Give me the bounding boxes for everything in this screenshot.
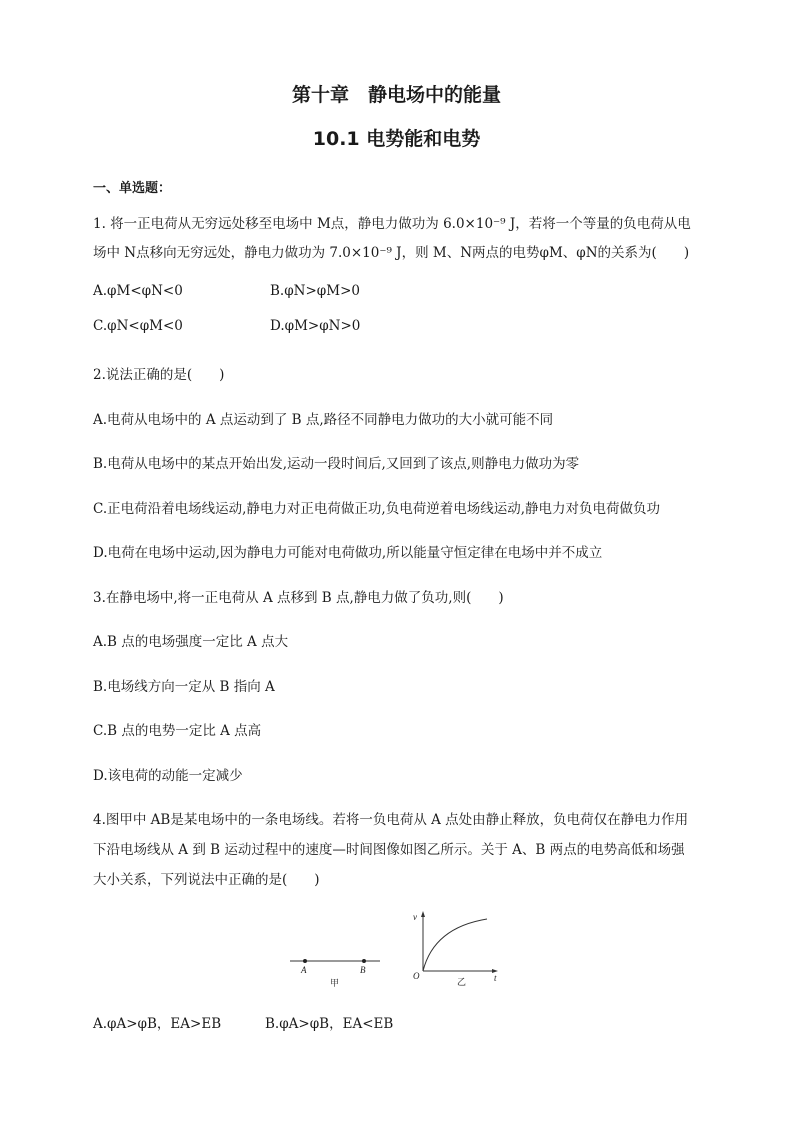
figure-velocity-time-graph [413,911,498,987]
q3-option-b: B.电场线方向一定从 B 指向 A [93,679,275,695]
v-axis-arrow [421,911,425,917]
q2-stem: 2.说法正确的是( ) [93,367,225,383]
q1-stem-line1: 1. 将一正电荷从无穷远处移至电场中 M点，静电力做功为 6.0×10⁻⁹ J，若将一个等量的负电荷从电 [93,216,691,232]
section-title: 10.1 电势能和电势 [312,128,481,150]
q3-option-a: A.B 点的电场强度一定比 A 点大 [93,634,289,650]
part-heading: 一、单选题： [93,181,172,196]
q1-option-b: B.φN>φM>0 [270,283,360,299]
q4-option-b: B.φA>φB，EA<EB [265,1016,394,1032]
t-axis-label: t [494,973,497,983]
figure-a-caption: 甲 [330,978,340,988]
chapter-title: 第十章 静电场中的能量 [291,84,501,106]
q1-option-c: C.φN<φM<0 [93,318,183,334]
q2-option-c: C.正电荷沿着电场线运动,静电力对正电荷做正功,负电荷逆着电场线运动,静电力对负电荷做负功 [93,501,661,517]
origin-label: O [413,971,420,981]
q1-option-d: D.φM>φN>0 [270,318,361,334]
q3-option-c: C.B 点的电势一定比 A 点高 [93,723,262,739]
q2-option-d: D.电荷在电场中运动,因为静电力可能对电荷做功,所以能量守恒定律在电场中并不成立 [93,545,603,561]
point-a-label: A [301,965,307,975]
point-b-label: B [360,965,366,975]
q3-option-d: D.该电荷的动能一定减少 [93,768,243,784]
v-axis-label: v [413,912,417,922]
q1-stem-line2: 场中 N点移向无穷远处，静电力做功为 7.0×10⁻⁹ J，则 M、N两点的电势φM、φN的关系为( ) [93,245,690,261]
point-a-dot [303,959,307,963]
q2-option-b: B.电荷从电场中的某点开始出发,运动一段时间后,又回到了该点,则静电力做功为零 [93,456,580,472]
q4-figures [280,905,510,990]
point-b-dot [362,959,366,963]
figure-field-line [290,959,380,988]
figure-b-caption: 乙 [457,977,467,987]
velocity-curve [423,919,487,971]
q4-stem-line1: 4.图甲中 AB是某电场中的一条电场线。若将一负电荷从 A 点处由静止释放，负电荷仅在静电力作用 [93,812,689,828]
q2-option-a: A.电荷从电场中的 A 点运动到了 B 点,路径不同静电力做功的大小就可能不同 [93,412,554,428]
q3-stem: 3.在静电场中,将一正电荷从 A 点移到 B 点,静电力做了负功,则( ) [93,590,504,606]
q4-stem-line3: 大小关系，下列说法中正确的是( ) [93,872,320,888]
q1-option-a: A.φM<φN<0 [93,283,183,299]
q4-option-a: A.φA>φB，EA>EB [93,1016,222,1032]
q4-stem-line2: 下沿电场线从 A 到 B 运动过程中的速度—时间图像如图乙所示。关于 A、B 两点的电势高低和场强 [93,842,685,858]
